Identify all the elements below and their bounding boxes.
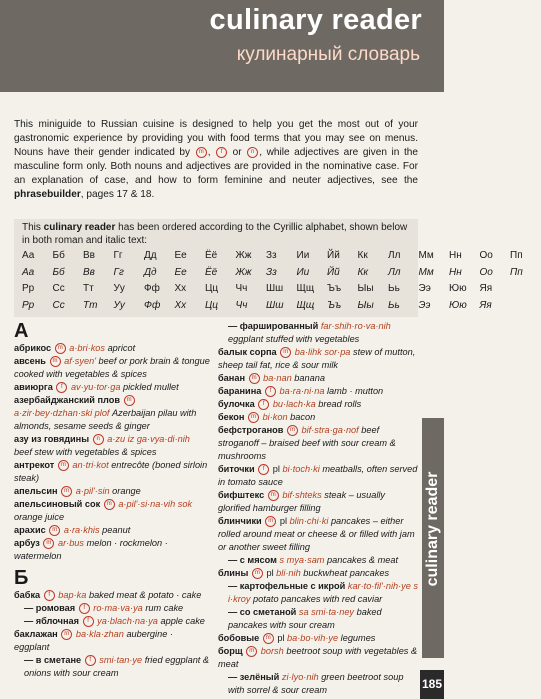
entry-pronunciation: ba·nan — [263, 373, 292, 383]
entry-headword: — фаршированный — [228, 321, 319, 331]
alphabet-letter: Дд — [144, 267, 157, 278]
entry — [14, 355, 210, 381]
entry — [218, 645, 418, 671]
entry-translation: eggplant stuffed with vegetables — [228, 334, 360, 344]
entry-translation: legumes — [340, 633, 376, 643]
alphabet-letter: Оо — [479, 250, 493, 261]
entry — [218, 515, 418, 554]
alphabet-letter: Ыы — [357, 300, 374, 311]
alphabet-letter: Ээ — [418, 283, 431, 294]
entry-headword: блинчики — [218, 516, 262, 526]
entry-translation: baked pancakes with sour cream — [228, 607, 382, 630]
entry-pronunciation: a·zir·bey·dzhan·ski plof — [14, 408, 110, 418]
alphabet-letter: Фф — [144, 283, 160, 294]
plural-marker: pl — [266, 568, 274, 578]
entry-translation: orange juice — [14, 512, 65, 522]
alphabet-letter: Жж — [235, 267, 252, 278]
alphabet-letter: Щщ — [296, 300, 315, 311]
gender-icon: m — [280, 347, 291, 358]
entry-headword: арахис — [14, 525, 46, 535]
entry-pronunciation: smi·tan·ye — [99, 655, 143, 665]
gender-icon: m — [49, 525, 60, 536]
alphabet-letter: Пп — [510, 267, 523, 278]
alphabet-letter: Ъъ — [327, 283, 342, 294]
gender-icon: m — [43, 538, 54, 549]
alphabet-row-italic-2 — [22, 300, 510, 311]
alphabet-letter: Жж — [235, 250, 252, 261]
alphabet-letter: Рр — [22, 300, 35, 311]
neuter-icon: n — [247, 147, 258, 158]
entry-translation: pancakes & meat — [327, 555, 399, 565]
side-tab — [422, 418, 444, 658]
entry-pronunciation: bi·toch·ki — [282, 464, 320, 474]
entry-headword: баклажан — [14, 629, 58, 639]
entry-translation: bacon — [290, 412, 316, 422]
entry-translation: pancakes – either rolled around meat or cheese & or filled with jam or another sweet filling — [218, 516, 415, 552]
entry-translation: aubergine · eggplant — [14, 629, 173, 652]
alphabet-letter: Зз — [266, 250, 277, 261]
entry-translation: beef stroganoff – braised beef with sour cream & mushrooms — [218, 425, 396, 461]
alphabet-letter: Йй — [327, 267, 340, 278]
entry-translation: bread rolls — [318, 399, 362, 409]
alphabet-letter: Пп — [510, 250, 523, 261]
intro-paragraph: This miniguide to Russian cuisine is designed to help you get the most out of your gastronomic experience by providing you with food terms that you may see on menus. Nouns have their gender indicated by m , f or n , while adjectives are given in the masculine form only. Both nouns and adjectives are provided in the nominative case. For an explanation of case, and how to form feminine and neuter adjectives, see the phrasebuilder, pages 17 & 18. — [14, 119, 418, 201]
entry-pronunciation: bli·nih — [276, 568, 301, 578]
alphabet-letter: Бб — [52, 267, 65, 278]
entry — [218, 632, 418, 645]
entry-translation: beef stew with vegetables & spices — [14, 447, 157, 457]
gender-icon: m — [124, 395, 135, 406]
entry-headword: биточки — [218, 464, 255, 474]
gender-icon: f — [83, 616, 94, 627]
entry-headword: блины — [218, 568, 249, 578]
gender-icon: m — [248, 412, 259, 423]
entry — [14, 524, 210, 537]
entry-pronunciation: ba·ra·ni·na — [279, 386, 325, 396]
entry — [14, 381, 210, 394]
entry-translation: potato pancakes with red caviar — [253, 594, 383, 604]
entry-translation: orange — [112, 486, 141, 496]
alphabet-letter: Юю — [449, 300, 467, 311]
entry-translation: banana — [294, 373, 325, 383]
entry-translation: melon · rockmelon · watermelon — [14, 538, 168, 561]
alphabet-letter: Ьь — [388, 283, 400, 294]
entry-pronunciation: borsh — [260, 646, 284, 656]
entry-headword: баранина — [218, 386, 262, 396]
alphabet-letter: Аа — [22, 267, 35, 278]
entry-headword: апельсин — [14, 486, 58, 496]
alphabet-letter: Нн — [449, 267, 462, 278]
entry-pronunciation: av·yu·tor·ga — [70, 382, 121, 392]
entry-translation: green beetroot soup with sorrel & sour cream — [228, 672, 404, 695]
gender-icon: m — [58, 460, 69, 471]
entry-headword: арбуз — [14, 538, 40, 548]
entry-translation: buckwheat pancakes — [303, 568, 390, 578]
entry-pronunciation: far·shih·ro·va·nih — [320, 321, 391, 331]
entry-headword: — со сметаной — [228, 607, 297, 617]
alphabet-letter: Йй — [327, 250, 340, 261]
alphabet-letter: Оо — [479, 267, 493, 278]
entry — [218, 463, 418, 489]
entry-pronunciation: ba·bo·vih·ye — [287, 633, 339, 643]
entry-pronunciation: a·pil'·sin — [75, 486, 110, 496]
gender-icon: f — [265, 386, 276, 397]
gender-icon: n — [93, 434, 104, 445]
entry-translation: pickled mullet — [123, 382, 179, 392]
section-letter-a: А — [14, 320, 29, 342]
masculine-icon: m — [196, 147, 207, 158]
gender-icon: f — [258, 464, 269, 475]
left-column — [14, 320, 210, 680]
alphabet-row-italic-1 — [22, 267, 541, 278]
alphabet-letter: Лл — [388, 250, 401, 261]
alphabet-letter: Хх — [174, 300, 187, 311]
entry-headword: бабка — [14, 590, 41, 600]
gender-icon: m — [246, 646, 257, 657]
alphabet-letter: Ии — [296, 250, 310, 261]
alphabet-letter: Тт — [83, 300, 98, 311]
entry-translation: entrecôte (boned sirloin steak) — [14, 460, 208, 483]
gender-icon: f — [79, 603, 90, 614]
entry-pronunciation: ba·lihk sor·pa — [294, 347, 351, 357]
alphabet-letter: Чч — [235, 283, 248, 294]
entry-pronunciation: zi·lyo·nih — [281, 672, 319, 682]
alphabet-letter: Сс — [52, 300, 65, 311]
entry-translation: beetroot soup with vegetables & meat — [218, 646, 418, 669]
entry-pronunciation: bi·kon — [262, 412, 288, 422]
entry — [14, 602, 210, 615]
entry-pronunciation: ba·kla·zhan — [75, 629, 124, 639]
entry-headword: борщ — [218, 646, 243, 656]
entry — [14, 537, 210, 563]
entry — [14, 485, 210, 498]
entry — [14, 615, 210, 628]
entry-headword: банан — [218, 373, 245, 383]
alphabet-letter: Дд — [144, 250, 157, 261]
entry — [14, 628, 210, 654]
alphabet-row-roman-2 — [22, 283, 510, 294]
entry — [218, 567, 418, 580]
entry-pronunciation: bif·stra·ga·nof — [301, 425, 359, 435]
entry-pronunciation: ro·ma·va·ya — [93, 603, 143, 613]
gender-icon: m — [55, 343, 66, 354]
alphabet-letter: Тт — [83, 283, 94, 294]
entry-translation: steak – usually glorified hamburger filling — [218, 490, 386, 513]
alphabet-letter: Шш — [266, 300, 284, 311]
alphabet-letter: Шш — [266, 283, 284, 294]
page-subtitle: кулинарный словарь — [236, 44, 420, 65]
entry-headword: азу из говядины — [14, 434, 90, 444]
entry — [14, 654, 210, 680]
entry — [218, 346, 418, 372]
gender-icon: m — [249, 373, 260, 384]
entry-translation: fried eggplant & onions with sour cream — [24, 655, 210, 678]
section-letter-b: Б — [14, 567, 29, 589]
entry-pronunciation: ar·bus — [57, 538, 85, 548]
entry — [218, 554, 418, 567]
alphabet-letter: Ёё — [205, 250, 218, 261]
alphabet-letter: Гг — [113, 267, 124, 278]
entry-translation: rum cake — [145, 603, 184, 613]
entry-headword: — яблочная — [24, 616, 79, 626]
alphabet-letter: Юю — [449, 283, 467, 294]
entry-headword: бифштекс — [218, 490, 265, 500]
entry-pronunciation: a·zu iz ga·vya·di·nih — [107, 434, 190, 444]
entry-headword: балык сорпа — [218, 347, 277, 357]
alphabet-note: This culinary reader has been ordered according to the Cyrillic alphabet, shown below in both roman and italic text: — [22, 222, 408, 246]
alphabet-letter: Ии — [296, 267, 310, 278]
feminine-icon: f — [216, 147, 227, 158]
entry-headword: — зелёный — [228, 672, 280, 682]
entry-pronunciation: af·syen' — [64, 356, 96, 366]
alphabet-letter: Кк — [357, 250, 368, 261]
gender-icon: f — [85, 655, 96, 666]
gender-icon: m — [287, 425, 298, 436]
gender-icon: m — [50, 356, 61, 367]
entry-headword: бобовые — [218, 633, 260, 643]
entry — [14, 394, 210, 433]
entry — [14, 459, 210, 485]
entry-pronunciation: kar·to·fil'·nih·ye s i·kroy — [228, 581, 419, 604]
entry-pronunciation: bap·ka — [58, 590, 87, 600]
alphabet-letter: Ее — [174, 250, 187, 261]
plural-marker: pl — [277, 633, 285, 643]
entry-headword: азербайджанский плов — [14, 395, 121, 405]
alphabet-letter: Хх — [174, 283, 187, 294]
alphabet-letter: Ъъ — [327, 300, 342, 311]
entry-translation: Azerbaijan pilau with almonds, sesame seeds & ginger — [14, 408, 197, 431]
plural-marker: pl — [279, 516, 287, 526]
gender-icon: f — [44, 590, 55, 601]
entry — [218, 580, 418, 606]
entry — [14, 589, 210, 602]
alphabet-letter: Яя — [479, 300, 492, 311]
entry-pronunciation: an·tri·kot — [72, 460, 109, 470]
entry-translation: meatballs, often served in tomato sauce — [218, 464, 418, 487]
gender-icon: m — [104, 499, 115, 510]
alphabet-letter: Цц — [205, 300, 218, 311]
gender-icon: m — [263, 633, 274, 644]
entry — [218, 372, 418, 385]
alphabet-letter: Ёё — [205, 267, 218, 278]
alphabet-letter: Рр — [22, 283, 35, 294]
entry — [218, 489, 418, 515]
entry — [218, 398, 418, 411]
alphabet-letter: Мм — [418, 267, 434, 278]
phrasebuilder-link[interactable]: phrasebuilder — [14, 189, 81, 201]
entry — [218, 320, 418, 346]
entry-pronunciation: s mya·sam — [279, 555, 325, 565]
alphabet-row-roman-1 — [22, 250, 541, 261]
entry-headword: бекон — [218, 412, 245, 422]
alphabet-letter: Бб — [52, 250, 65, 261]
entry-translation: beef or pork brain & tongue cooked with vegetables & spices — [14, 356, 210, 379]
header-band — [0, 0, 444, 92]
entry-headword: — в сметане — [24, 655, 82, 665]
entry-headword: — картофельные с икрой — [228, 581, 346, 591]
alphabet-letter: Лл — [388, 267, 401, 278]
entry-translation: stew of mutton, sheep tail fat, rice & sour milk — [218, 347, 416, 370]
page-number: 185 — [420, 670, 444, 699]
entry-translation: apple cake — [160, 616, 205, 626]
entry — [218, 606, 418, 632]
alphabet-letter: Яя — [479, 283, 493, 294]
entry-pronunciation: a·ra·khis — [63, 525, 100, 535]
entry — [218, 385, 418, 398]
entry-headword: апельсиновый сок — [14, 499, 101, 509]
alphabet-letter: Цц — [205, 283, 219, 294]
right-column — [218, 320, 418, 697]
entry-pronunciation: bu·lach·ka — [272, 399, 316, 409]
entry-headword: антрекот — [14, 460, 55, 470]
entry-translation: baked meat & potato · cake — [88, 590, 202, 600]
gender-icon: m — [268, 490, 279, 501]
alphabet-letter: Вв — [83, 250, 95, 261]
entry-translation: lamb · mutton — [327, 386, 384, 396]
alphabet-box — [14, 219, 523, 317]
page-title: culinary reader — [209, 4, 422, 36]
entry-pronunciation: a·pil'·si·na·vih sok — [118, 499, 193, 509]
entry-pronunciation: bif·shteks — [282, 490, 322, 500]
entry — [218, 411, 418, 424]
alphabet-letter: Аа — [22, 250, 35, 261]
gender-icon: f — [258, 399, 269, 410]
entry — [218, 424, 418, 463]
entry-pronunciation: ya·blach·na·ya — [97, 616, 158, 626]
entry — [14, 498, 210, 524]
gender-icon: m — [252, 568, 263, 579]
entry-pronunciation: sa smi·ta·ney — [298, 607, 355, 617]
entry-translation: peanut — [102, 525, 131, 535]
alphabet-letter: Кк — [357, 267, 369, 278]
entry-headword: бефстроганов — [218, 425, 284, 435]
entry — [14, 433, 210, 459]
entry-headword: — ромовая — [24, 603, 76, 613]
side-tab-label: culinary reader — [424, 471, 441, 587]
alphabet-letter: Уу — [113, 283, 125, 294]
alphabet-letter: Сс — [52, 283, 65, 294]
gender-icon: f — [56, 382, 67, 393]
alphabet-letter: Щщ — [296, 283, 315, 294]
alphabet-letter: Зз — [266, 267, 277, 278]
alphabet-letter: Ее — [174, 267, 187, 278]
alphabet-letter: Ыы — [357, 283, 374, 294]
gender-icon: m — [265, 516, 276, 527]
entry-headword: булочка — [218, 399, 255, 409]
entry-headword: абрикос — [14, 343, 52, 353]
alphabet-letter: Мм — [418, 250, 434, 261]
alphabet-letter: Вв — [83, 267, 95, 278]
entry-pronunciation: blin·chi·ki — [289, 516, 329, 526]
entry — [218, 671, 418, 697]
alphabet-letter: Ээ — [418, 300, 431, 311]
alphabet-letter: Ьь — [388, 300, 400, 311]
entry-headword: авсень — [14, 356, 46, 366]
alphabet-letter: Уу — [113, 300, 125, 311]
entry-pronunciation: a·bri·kos — [69, 343, 105, 353]
entry-headword: авиюрга — [14, 382, 53, 392]
entry — [14, 342, 210, 355]
alphabet-letter: Фф — [144, 300, 161, 311]
alphabet-letter: Чч — [235, 300, 248, 311]
gender-icon: m — [61, 486, 72, 497]
entry-headword: — с мясом — [228, 555, 277, 565]
plural-marker: pl — [272, 464, 280, 474]
entry-translation: apricot — [107, 343, 136, 353]
alphabet-letter: Нн — [449, 250, 462, 261]
gender-icon: m — [61, 629, 72, 640]
alphabet-letter: Гг — [113, 250, 123, 261]
